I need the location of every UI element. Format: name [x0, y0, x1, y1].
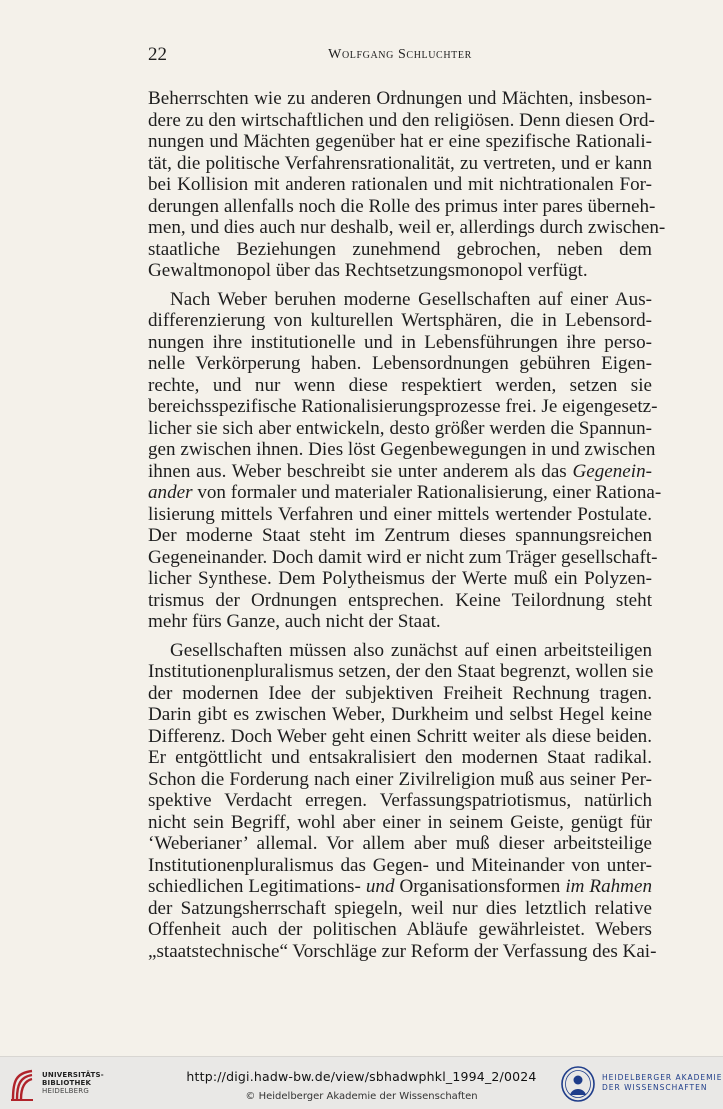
footer-bar [0, 1056, 723, 1109]
text-line: differenzierung von kulturellen Wertsphären, die in Lebensord- [148, 310, 652, 331]
text-line: ihnen aus. Weber beschreibt sie unter anderem als das Gegenein- [148, 460, 652, 482]
text-line: nungen und Mächten gegenüber hat er eine spezifische Rationali- [148, 131, 652, 152]
text-line: tät, die politische Verfahrensrationalität, zu vertreten, und er kann [148, 152, 652, 174]
text-line: Institutionenpluralismus das Gegen- und Miteinander von unter- [148, 854, 652, 876]
text-line: staatliche Beziehungen zunehmend gebrochen, neben dem [148, 238, 652, 260]
text-line: men, und dies auch nur deshalb, weil er, allerdings durch zwischen- [148, 217, 666, 238]
text-line: bei Kollision mit anderen rationalen und mit nichtrationalen For- [148, 174, 652, 195]
text-line: Offenheit auch der politischen Abläufe gewährleistet. Webers [148, 919, 652, 940]
body-text [148, 88, 666, 962]
text-line: dere zu den wirtschaftlichen und den religiösen. Denn diesen Ord- [148, 109, 655, 131]
text-line: Gegeneinander. Doch damit wird er nicht zum Träger gesellschaft- [148, 546, 658, 568]
paragraph-3 [148, 639, 657, 963]
page-number: 22 [148, 44, 167, 65]
text-line: ander von formaler und materialer Rationalisierung, einer Rationa- [148, 482, 662, 503]
text-line: nelle Verkörperung haben. Lebensordnungen gebühren Eigen- [148, 353, 652, 374]
text-line: der Satzungsherrschaft spiegeln, weil nur dies letztlich relative [148, 897, 652, 919]
page-header [148, 44, 652, 66]
text-line: Differenz. Doch Weber geht einen Schritt weiter als diese beiden. [148, 725, 652, 747]
text-line: spektive Verdacht erregen. Verfassungspatriotismus, natürlich [148, 790, 652, 811]
text-line: licher sie sich aber entwickeln, desto größer werden die Spannun- [148, 417, 652, 439]
text-line: Gewaltmonopol über das Rechtsetzungsmonopol verfügt. [148, 260, 588, 281]
text-line: trismus der Ordnungen entsprechen. Keine Teilordnung steht [148, 589, 652, 611]
text-line: Darin gibt es zwischen Weber, Durkheim und selbst Hegel keine [148, 704, 652, 725]
copyright-notice: © Heidelberger Akademie der Wissenschaften [245, 1091, 478, 1102]
text-line: Schon die Forderung nach einer Zivilreligion muß aus seiner Per- [148, 768, 652, 790]
running-head: Wolfgang Schluchter [328, 47, 472, 62]
paragraph-2 [148, 288, 662, 633]
library-name: UNIVERSITÄTS- BIBLIOTHEK HEIDELBERG [42, 1071, 104, 1095]
text-line: mehr fürs Ganze, auch nicht der Staat. [148, 611, 441, 632]
academy-seal-icon [560, 1065, 596, 1103]
text-line: bereichsspezifische Rationalisierungsprozesse frei. Je eigengesetz- [148, 396, 658, 417]
paragraph-1 [148, 88, 666, 282]
text-line: derungen allenfalls noch die Rolle des primus inter pares überneh- [148, 195, 656, 217]
text-line: nicht sein Begriff, wohl aber einer in seinem Geiste, genügt für [148, 811, 652, 833]
source-url-link[interactable]: http://digi.hadw-bw.de/view/sbhadwphkl_1994_2/0024 [186, 1069, 537, 1084]
text-line: ‘Weberianer’ allemal. Vor allem aber muß dieser arbeitsteilige [148, 833, 652, 854]
text-line: schiedlichen Legitimations- und Organisationsformen im Rahmen [148, 876, 652, 897]
text-line: licher Synthese. Dem Polytheismus der Werte muß ein Polyzen- [148, 568, 652, 589]
text-line: lisierung mittels Verfahren und einer mittels wertender Postulate. [148, 503, 652, 525]
text-line: Nach Weber beruhen moderne Gesellschaften auf einer Aus- [170, 288, 652, 310]
text-line: gen zwischen ihnen. Dies löst Gegenbewegungen in und zwischen [148, 439, 656, 460]
academy-name: HEIDELBERGER AKADEMIE DER WISSENSCHAFTEN [602, 1073, 723, 1092]
text-line: Institutionenpluralismus setzen, der den Staat begrenzt, wollen sie [148, 661, 654, 682]
text-line: Gesellschaften müssen also zunächst auf einen arbeitsteiligen [170, 639, 652, 661]
text-line: Der moderne Staat steht im Zentrum dieses spannungsreichen [148, 525, 652, 546]
text-line: „staatstechnische“ Vorschläge zur Reform der Verfassung des Kai- [148, 940, 657, 962]
text-line: Er entgöttlicht und entsakralisiert den modernen Staat radikal. [148, 747, 652, 768]
text-line: nungen ihre institutionelle und in Lebensführungen ihre perso- [148, 331, 652, 353]
text-line: der modernen Idee der subjektiven Freiheit Rechnung tragen. [148, 682, 652, 704]
text-line: rechte, und nur wenn diese respektiert werden, setzen sie [148, 374, 652, 396]
text-line: Beherrschten wie zu anderen Ordnungen und Mächten, insbeson- [148, 88, 652, 109]
